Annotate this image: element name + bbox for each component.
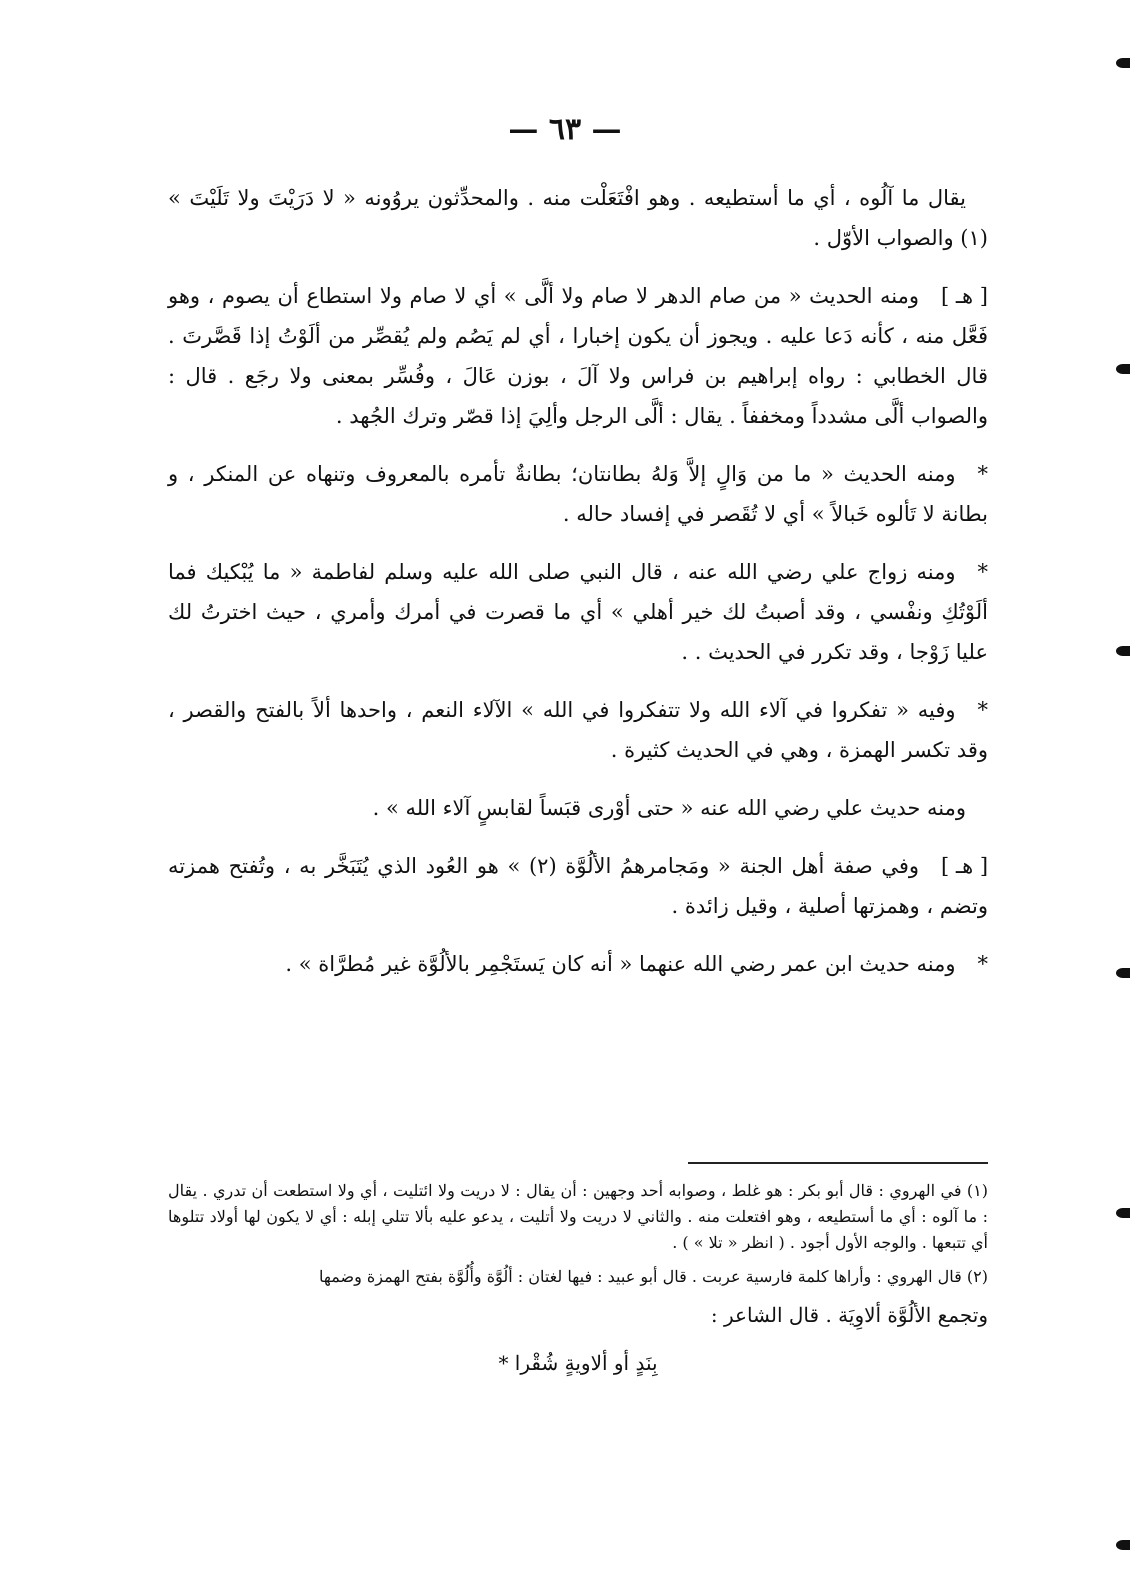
paragraph-text: ومنه زواج علي رضي الله عنه ، قال النبي صلى الله عليه وسلم لفاطمة « ما يُبْكيك فما ألَوْتُكِ ونفْسي ، وقد أصبتُ لك خير أهلي » أي ما قصرت في أمرك وأمري ، حيث اخترتُ لك عليا زَوْجا ، وقد تكرر في الحديث . . <box>168 560 988 664</box>
paragraph-3 <box>168 454 988 534</box>
paragraph-4 <box>168 552 988 672</box>
paragraph-marker: [ هـ ] <box>941 284 988 308</box>
paragraph-text: ومنه حديث علي رضي الله عنه « حتى أوْرى قبَساً لقابسٍ آلاء الله » . <box>372 796 966 820</box>
footnote-1: (١) في الهروي : قال أبو بكر : هو غلط ، وصوابه أحد وجهين : أن يقال : لا دريت ولا ائتليت ، أي ولا استطعت أن تدري . يقال : ما آلوه : أي ما أستطيعه ، وهو افتعلت منه . والثاني لا دريت ولا أتليت ، يدعو عليه بألا تتلي إبله : أي لا يكون لها أولاد تتلوها أي تتبعها . والوجه الأول أجود . ( انظر « تلا » ) . <box>168 1181 989 1252</box>
paragraph-text: وفي صفة أهل الجنة « ومَجامرهمُ الألُوَّة (٢) » هو العُود الذي يُتَبَخَّر به ، وتُفتح همزته وتضم ، وهمزتها أصلية ، وقيل زائدة . <box>168 854 988 918</box>
page-edge-mark <box>1116 646 1130 656</box>
page-edge-mark <box>1116 968 1130 978</box>
page-number: — ٦٣ — <box>508 112 622 147</box>
footnote-divider <box>688 1162 988 1164</box>
paragraph-1 <box>168 178 988 258</box>
main-text <box>168 178 988 1002</box>
paragraph-marker: * <box>977 462 988 486</box>
paragraph-text: ومنه حديث ابن عمر رضي الله عنهما « أنه كان يَستَجْمِر بالألُوَّة غير مُطرَّاة » . <box>285 952 956 976</box>
paragraph-marker: * <box>977 952 988 976</box>
paragraph-8 <box>168 944 988 984</box>
page-edge-mark <box>1116 1208 1130 1218</box>
page-edge-mark <box>1116 1540 1130 1550</box>
paragraph-2 <box>168 276 988 436</box>
paragraph-text: وفيه « تفكروا في آلاء الله ولا تتفكروا في الله » الآلاء النعم ، واحدها ألاً بالفتح والقصر ، وقد تكسر الهمزة ، وهي في الحديث كثيرة . <box>168 698 988 762</box>
paragraph-marker: * <box>977 560 988 584</box>
verse-line: بِنَدٍ أو ألاويةٍ شُقْرا * <box>498 1351 658 1375</box>
paragraph-text: يقال ما آلُوه ، أي ما أستطيعه . وهو افْتَعَلْت منه . والمحدِّثون يروُونه « لا دَرَيْتَ ولا تَلَيْتَ » (١) والصواب الأوّل . <box>168 186 988 250</box>
paragraph-text: ومنه الحديث « ما من وَالٍ إلاَّ وَلهُ بطانتان؛ بطانةٌ تأمره بالمعروف وتنهاه عن المنكر ، و بطانة لا تَألوه خَبالاً » أي لا تُقَصر في إفساد حاله . <box>168 462 988 526</box>
paragraph-marker: * <box>977 698 988 722</box>
paragraph-marker: [ هـ ] <box>941 854 989 878</box>
page-edge-mark <box>1116 364 1130 374</box>
page-edge-mark <box>1116 58 1130 68</box>
footnotes <box>168 1178 988 1376</box>
paragraph-5 <box>168 690 988 770</box>
paragraph-6 <box>168 788 988 828</box>
footnote-2-continuation: وتجمع الألُوَّة ألاوِيَة . قال الشاعر : <box>710 1303 988 1327</box>
footnote-2: (٢) قال الهروي : وأراها كلمة فارسية عربت . قال أبو عبيد : فيها لغتان : ألُوَّة وأُلُوَّة بفتح الهمزة وضمها <box>318 1267 988 1286</box>
paragraph-text: ومنه الحديث « من صام الدهر لا صام ولا ألَّى » أي لا صام ولا استطاع أن يصوم ، وهو فَعَّل منه ، كأنه دَعا عليه . ويجوز أن يكون إخبارا ، أي لم يَصُم ولم يُقصِّر من ألَوْتُ إذا قَصَّرتَ . قال الخطابي : رواه إبراهيم بن فراس ولا آلَ ، بوزن عَالَ ، وفُسِّر بمعنى ولا رجَع . قال : والصواب ألَّى مشدداً ومخففاً . يقال : ألَّى الرجل وألِيَ إذا قصّر وترك الجُهد . <box>168 284 988 428</box>
paragraph-7 <box>168 846 988 926</box>
